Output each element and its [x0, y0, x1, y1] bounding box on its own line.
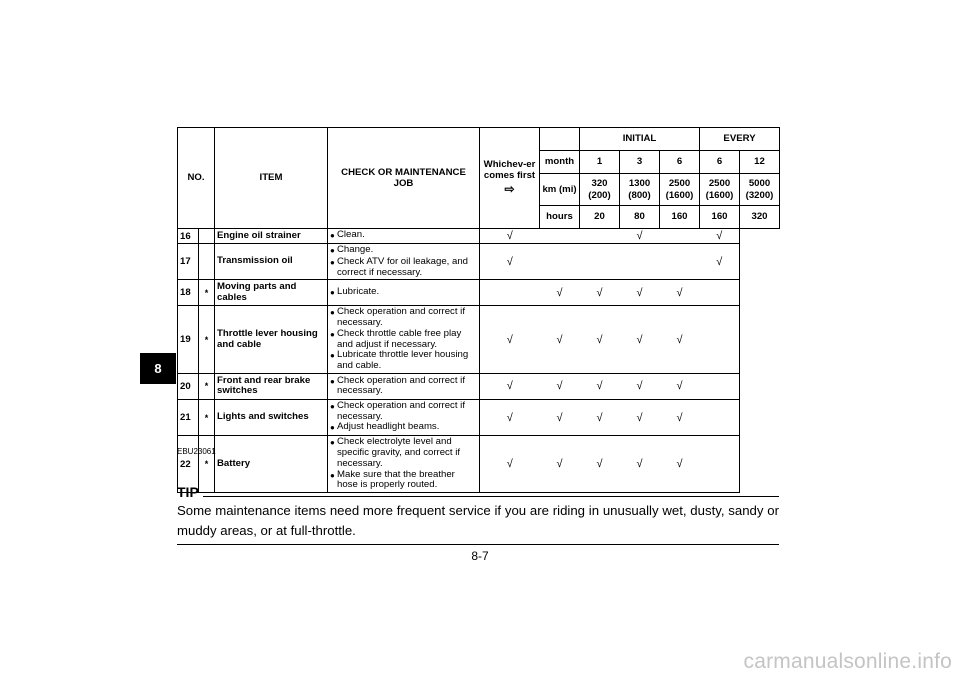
check-cell: √: [480, 244, 540, 280]
check-cell: √: [580, 280, 620, 306]
maintenance-table: [177, 127, 780, 493]
row-item: Front and rear brake switches: [215, 373, 328, 399]
tip-text: Some maintenance items need more frequent service if you are riding in unusually wet, dusty, sandy or muddy areas, or at full-throttle.: [177, 499, 779, 545]
job-text: Lubricate throttle lever housing and cable.: [337, 349, 469, 372]
check-cell: [700, 306, 740, 373]
bullet-icon: ●: [330, 287, 335, 297]
check-cell: √: [580, 373, 620, 399]
interval-value: 3: [620, 151, 660, 174]
header-initial: INITIAL: [580, 128, 700, 151]
bullet-icon: ●: [330, 438, 335, 448]
row-item: Engine oil strainer: [215, 229, 328, 244]
interval-value: 2500 (1600): [660, 174, 700, 206]
bullet-icon: ●: [330, 470, 335, 480]
row-item: Battery: [215, 436, 328, 493]
page-number: 8-7: [471, 549, 489, 563]
dealer-service-mark: *: [199, 373, 215, 399]
table-row: [178, 436, 780, 493]
check-cell: [540, 244, 580, 280]
check-cell: √: [660, 306, 700, 373]
dealer-service-mark: *: [199, 306, 215, 373]
check-cell: [700, 280, 740, 306]
interval-value: 160: [700, 206, 740, 229]
check-cell: √: [540, 373, 580, 399]
interval-value: 2500 (1600): [700, 174, 740, 206]
header-every: EVERY: [700, 128, 780, 151]
check-cell: √: [480, 399, 540, 435]
check-cell: √: [480, 306, 540, 373]
job-text: Check ATV for oil leakage, and correct if necessary.: [337, 256, 469, 278]
check-cell: √: [480, 436, 540, 493]
check-cell: √: [620, 280, 660, 306]
tip-rule: [203, 496, 779, 497]
check-cell: √: [480, 229, 540, 244]
check-cell: √: [660, 399, 700, 435]
bullet-icon: ●: [330, 308, 335, 318]
job-line: [330, 422, 477, 434]
table-header: [178, 128, 780, 229]
header-whichever: [480, 128, 540, 229]
check-cell: √: [540, 280, 580, 306]
job-line: [330, 350, 477, 371]
check-cell: [660, 229, 700, 244]
bullet-icon: ●: [330, 351, 335, 361]
check-cell: √: [660, 280, 700, 306]
job-line: [330, 257, 477, 278]
interval-label: hours: [540, 206, 580, 229]
table-body: [178, 229, 780, 493]
check-cell: [480, 280, 540, 306]
table-row: [178, 280, 780, 306]
job-line: [330, 287, 477, 299]
watermark: carmanualsonline.info: [743, 650, 952, 673]
job-text: Change.: [337, 244, 374, 255]
row-job: [328, 306, 480, 373]
bullet-icon: ●: [330, 423, 335, 433]
row-number: 16: [178, 229, 199, 244]
check-cell: √: [700, 229, 740, 244]
interval-value: 6: [660, 151, 700, 174]
arrow-right-icon: ⇨: [504, 182, 515, 197]
interval-label: month: [540, 151, 580, 174]
row-item: Lights and switches: [215, 399, 328, 435]
check-cell: √: [620, 399, 660, 435]
row-item: Throttle lever housing and cable: [215, 306, 328, 373]
job-text: Make sure that the breather hose is properly routed.: [337, 468, 455, 491]
job-text: Check electrolyte level and specific gravity, and correct if necessary.: [337, 436, 460, 469]
table-row: [178, 229, 780, 244]
row-number: 20: [178, 373, 199, 399]
check-cell: [620, 244, 660, 280]
row-item: Transmission oil: [215, 244, 328, 280]
check-cell: √: [700, 244, 740, 280]
header-job: CHECK OR MAINTENANCE JOB: [328, 128, 480, 229]
table-row: [178, 399, 780, 435]
interval-value: 1300 (800): [620, 174, 660, 206]
job-text: Clean.: [337, 229, 365, 240]
check-cell: [660, 244, 700, 280]
bullet-icon: ●: [330, 246, 335, 255]
interval-value: 12: [740, 151, 780, 174]
check-cell: √: [620, 229, 660, 244]
job-line: [330, 437, 477, 469]
check-cell: [580, 229, 620, 244]
interval-value: 5000 (3200): [740, 174, 780, 206]
row-job: [328, 373, 480, 399]
interval-value: 20: [580, 206, 620, 229]
tip-box: [177, 485, 779, 545]
check-cell: √: [540, 306, 580, 373]
header-item: ITEM: [215, 128, 328, 229]
check-cell: √: [660, 373, 700, 399]
row-number: 21: [178, 399, 199, 435]
check-cell: √: [620, 373, 660, 399]
dealer-service-mark: *: [199, 399, 215, 435]
bullet-icon: ●: [330, 329, 335, 339]
check-cell: [580, 244, 620, 280]
job-text: Check operation and correct if necessary.: [337, 306, 465, 329]
bullet-icon: ●: [330, 376, 335, 386]
header-no: NO.: [178, 128, 215, 229]
interval-value: 80: [620, 206, 660, 229]
job-text: Check throttle cable free play and adjust if necessary.: [337, 327, 462, 350]
bullet-icon: ●: [330, 401, 335, 411]
check-cell: √: [580, 436, 620, 493]
check-cell: [540, 229, 580, 244]
dealer-service-mark: [199, 229, 215, 244]
check-cell: √: [660, 436, 700, 493]
job-line: [330, 307, 477, 328]
job-line: [330, 401, 477, 422]
check-cell: √: [480, 373, 540, 399]
dealer-service-mark: *: [199, 436, 215, 493]
row-job: [328, 229, 480, 244]
row-job: [328, 244, 480, 280]
job-text: Adjust headlight beams.: [337, 421, 440, 433]
row-number: 19: [178, 306, 199, 373]
bullet-icon: ●: [330, 258, 335, 267]
job-line: [330, 376, 477, 397]
job-line: [330, 230, 477, 242]
table-row: [178, 244, 780, 280]
row-number: 17: [178, 244, 199, 280]
interval-label: km (mi): [540, 174, 580, 206]
bullet-icon: ●: [330, 231, 335, 240]
interval-value: 160: [660, 206, 700, 229]
job-line: [330, 329, 477, 350]
check-cell: [700, 373, 740, 399]
check-cell: √: [540, 436, 580, 493]
row-job: [328, 399, 480, 435]
check-cell: √: [580, 399, 620, 435]
section-tab: 8: [140, 353, 176, 384]
job-text: Check operation and correct if necessary.: [337, 399, 465, 422]
row-number: 22: [178, 436, 199, 493]
dealer-service-mark: *: [199, 280, 215, 306]
check-cell: √: [620, 306, 660, 373]
table-row: [178, 306, 780, 373]
interval-value: 320: [740, 206, 780, 229]
row-job: [328, 436, 480, 493]
job-text: Check operation and correct if necessary.: [337, 374, 465, 397]
check-cell: √: [620, 436, 660, 493]
header-blank: [540, 128, 580, 151]
check-cell: √: [540, 399, 580, 435]
dealer-service-mark: [199, 244, 215, 280]
row-item: Moving parts and cables: [215, 280, 328, 306]
tip-header: [177, 485, 779, 499]
row-job: [328, 280, 480, 306]
tip-title: TIP: [177, 484, 199, 500]
job-text: Lubricate.: [337, 285, 380, 297]
whichever-text: Whichev-er comes first: [483, 159, 536, 182]
interval-value: 1: [580, 151, 620, 174]
row-number: 18: [178, 280, 199, 306]
check-cell: [700, 436, 740, 493]
check-cell: [700, 399, 740, 435]
interval-value: 6: [700, 151, 740, 174]
doc-code: EBU23061: [177, 447, 216, 456]
interval-value: 320 (200): [580, 174, 620, 206]
table-row: [178, 373, 780, 399]
check-cell: √: [580, 306, 620, 373]
